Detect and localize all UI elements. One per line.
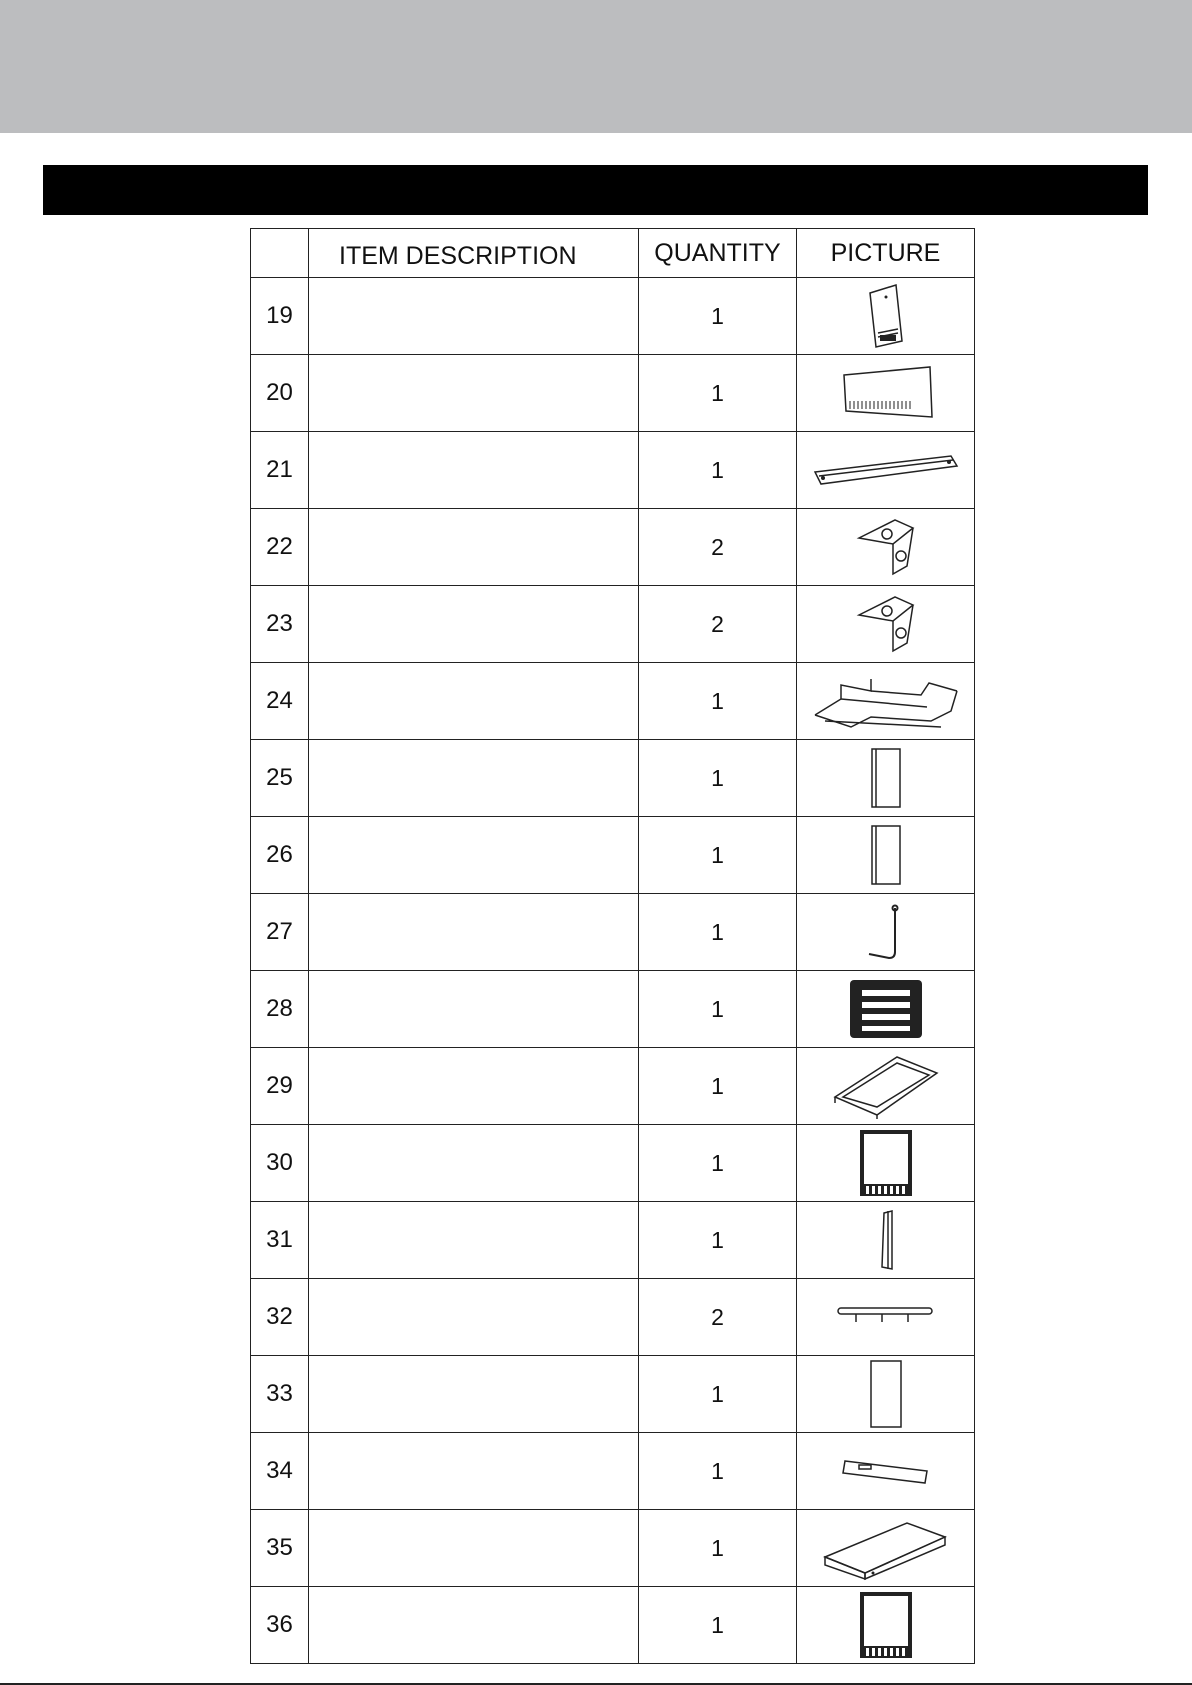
item-picture bbox=[797, 1356, 975, 1433]
item-picture bbox=[797, 1510, 975, 1587]
item-picture bbox=[797, 894, 975, 971]
item-quantity: 2 bbox=[639, 1279, 797, 1356]
table-row bbox=[251, 1433, 975, 1510]
item-description bbox=[309, 1356, 639, 1433]
table-row bbox=[251, 1356, 975, 1433]
table-row bbox=[251, 971, 975, 1048]
table-row bbox=[251, 740, 975, 817]
item-number: 34 bbox=[251, 1433, 309, 1510]
item-description bbox=[309, 1510, 639, 1587]
quantity-column-header: QUANTITY bbox=[639, 229, 797, 278]
table-row bbox=[251, 1048, 975, 1125]
side-panel-icon bbox=[866, 745, 906, 811]
l-bracket-icon bbox=[851, 591, 921, 657]
item-number: 24 bbox=[251, 663, 309, 740]
item-description bbox=[309, 1125, 639, 1202]
table-row bbox=[251, 1125, 975, 1202]
item-description bbox=[309, 1433, 639, 1510]
item-quantity: 2 bbox=[639, 586, 797, 663]
item-quantity: 1 bbox=[639, 894, 797, 971]
table-row bbox=[251, 1202, 975, 1279]
grate-icon bbox=[846, 976, 926, 1042]
item-picture bbox=[797, 817, 975, 894]
item-picture bbox=[797, 971, 975, 1048]
item-number: 32 bbox=[251, 1279, 309, 1356]
table-row bbox=[251, 355, 975, 432]
item-number: 28 bbox=[251, 971, 309, 1048]
item-number: 36 bbox=[251, 1587, 309, 1664]
item-picture bbox=[797, 1279, 975, 1356]
table-row bbox=[251, 278, 975, 355]
item-number: 23 bbox=[251, 586, 309, 663]
long-bar-icon bbox=[811, 450, 961, 490]
item-description bbox=[309, 817, 639, 894]
item-quantity: 1 bbox=[639, 1048, 797, 1125]
back-panel-icon bbox=[856, 1588, 916, 1662]
item-picture bbox=[797, 740, 975, 817]
item-quantity: 1 bbox=[639, 1202, 797, 1279]
item-description bbox=[309, 894, 639, 971]
item-picture bbox=[797, 1202, 975, 1279]
table-row bbox=[251, 663, 975, 740]
table-row bbox=[251, 1279, 975, 1356]
section-title-bar bbox=[43, 165, 1148, 215]
table-row bbox=[251, 586, 975, 663]
item-description bbox=[309, 1279, 639, 1356]
item-number: 33 bbox=[251, 1356, 309, 1433]
handle-bar-icon bbox=[841, 1453, 931, 1489]
item-description bbox=[309, 971, 639, 1048]
item-description bbox=[309, 1202, 639, 1279]
item-number: 31 bbox=[251, 1202, 309, 1279]
table-row bbox=[251, 1587, 975, 1664]
description-column-header: ITEM DESCRIPTION bbox=[309, 229, 639, 278]
narrow-panel-icon bbox=[866, 1207, 906, 1273]
item-quantity: 1 bbox=[639, 817, 797, 894]
table-row bbox=[251, 1510, 975, 1587]
item-picture bbox=[797, 1433, 975, 1510]
hook-icon bbox=[861, 902, 911, 962]
l-bracket-icon bbox=[851, 514, 921, 580]
item-picture bbox=[797, 278, 975, 355]
side-panel-icon bbox=[866, 822, 906, 888]
picture-column-header: PICTURE bbox=[797, 229, 975, 278]
item-picture bbox=[797, 355, 975, 432]
item-picture bbox=[797, 663, 975, 740]
number-column-header bbox=[251, 229, 309, 278]
item-number: 27 bbox=[251, 894, 309, 971]
item-picture bbox=[797, 1048, 975, 1125]
item-quantity: 1 bbox=[639, 1125, 797, 1202]
wire-rack-icon bbox=[811, 671, 961, 731]
item-description bbox=[309, 278, 639, 355]
item-quantity: 1 bbox=[639, 1433, 797, 1510]
shelf-icon bbox=[821, 1515, 951, 1581]
item-picture bbox=[797, 1587, 975, 1664]
table-row bbox=[251, 509, 975, 586]
item-description bbox=[309, 355, 639, 432]
item-description bbox=[309, 586, 639, 663]
item-number: 21 bbox=[251, 432, 309, 509]
item-description bbox=[309, 1048, 639, 1125]
table-header-row bbox=[251, 229, 975, 278]
item-description bbox=[309, 740, 639, 817]
item-quantity: 1 bbox=[639, 355, 797, 432]
item-number: 25 bbox=[251, 740, 309, 817]
item-quantity: 1 bbox=[639, 278, 797, 355]
item-description bbox=[309, 432, 639, 509]
table-row bbox=[251, 432, 975, 509]
small-panel-icon bbox=[866, 283, 906, 349]
item-picture bbox=[797, 509, 975, 586]
item-quantity: 1 bbox=[639, 971, 797, 1048]
header-band bbox=[0, 0, 1192, 133]
item-number: 35 bbox=[251, 1510, 309, 1587]
item-description bbox=[309, 1587, 639, 1664]
item-quantity: 1 bbox=[639, 1356, 797, 1433]
back-panel-icon bbox=[856, 1126, 916, 1200]
item-picture bbox=[797, 432, 975, 509]
item-number: 30 bbox=[251, 1125, 309, 1202]
item-quantity: 1 bbox=[639, 432, 797, 509]
vented-panel-icon bbox=[836, 363, 936, 423]
item-quantity: 1 bbox=[639, 1510, 797, 1587]
tray-icon bbox=[831, 1053, 941, 1119]
hook-bar-icon bbox=[836, 1302, 936, 1332]
parts-list-table bbox=[250, 228, 975, 1664]
item-picture bbox=[797, 586, 975, 663]
item-description bbox=[309, 663, 639, 740]
item-quantity: 1 bbox=[639, 740, 797, 817]
item-picture bbox=[797, 1125, 975, 1202]
item-quantity: 2 bbox=[639, 509, 797, 586]
table-row bbox=[251, 894, 975, 971]
flat-panel-icon bbox=[861, 1357, 911, 1431]
item-number: 19 bbox=[251, 278, 309, 355]
table-row bbox=[251, 817, 975, 894]
item-number: 26 bbox=[251, 817, 309, 894]
item-quantity: 1 bbox=[639, 1587, 797, 1664]
item-number: 22 bbox=[251, 509, 309, 586]
item-description bbox=[309, 509, 639, 586]
item-quantity: 1 bbox=[639, 663, 797, 740]
item-number: 20 bbox=[251, 355, 309, 432]
item-number: 29 bbox=[251, 1048, 309, 1125]
